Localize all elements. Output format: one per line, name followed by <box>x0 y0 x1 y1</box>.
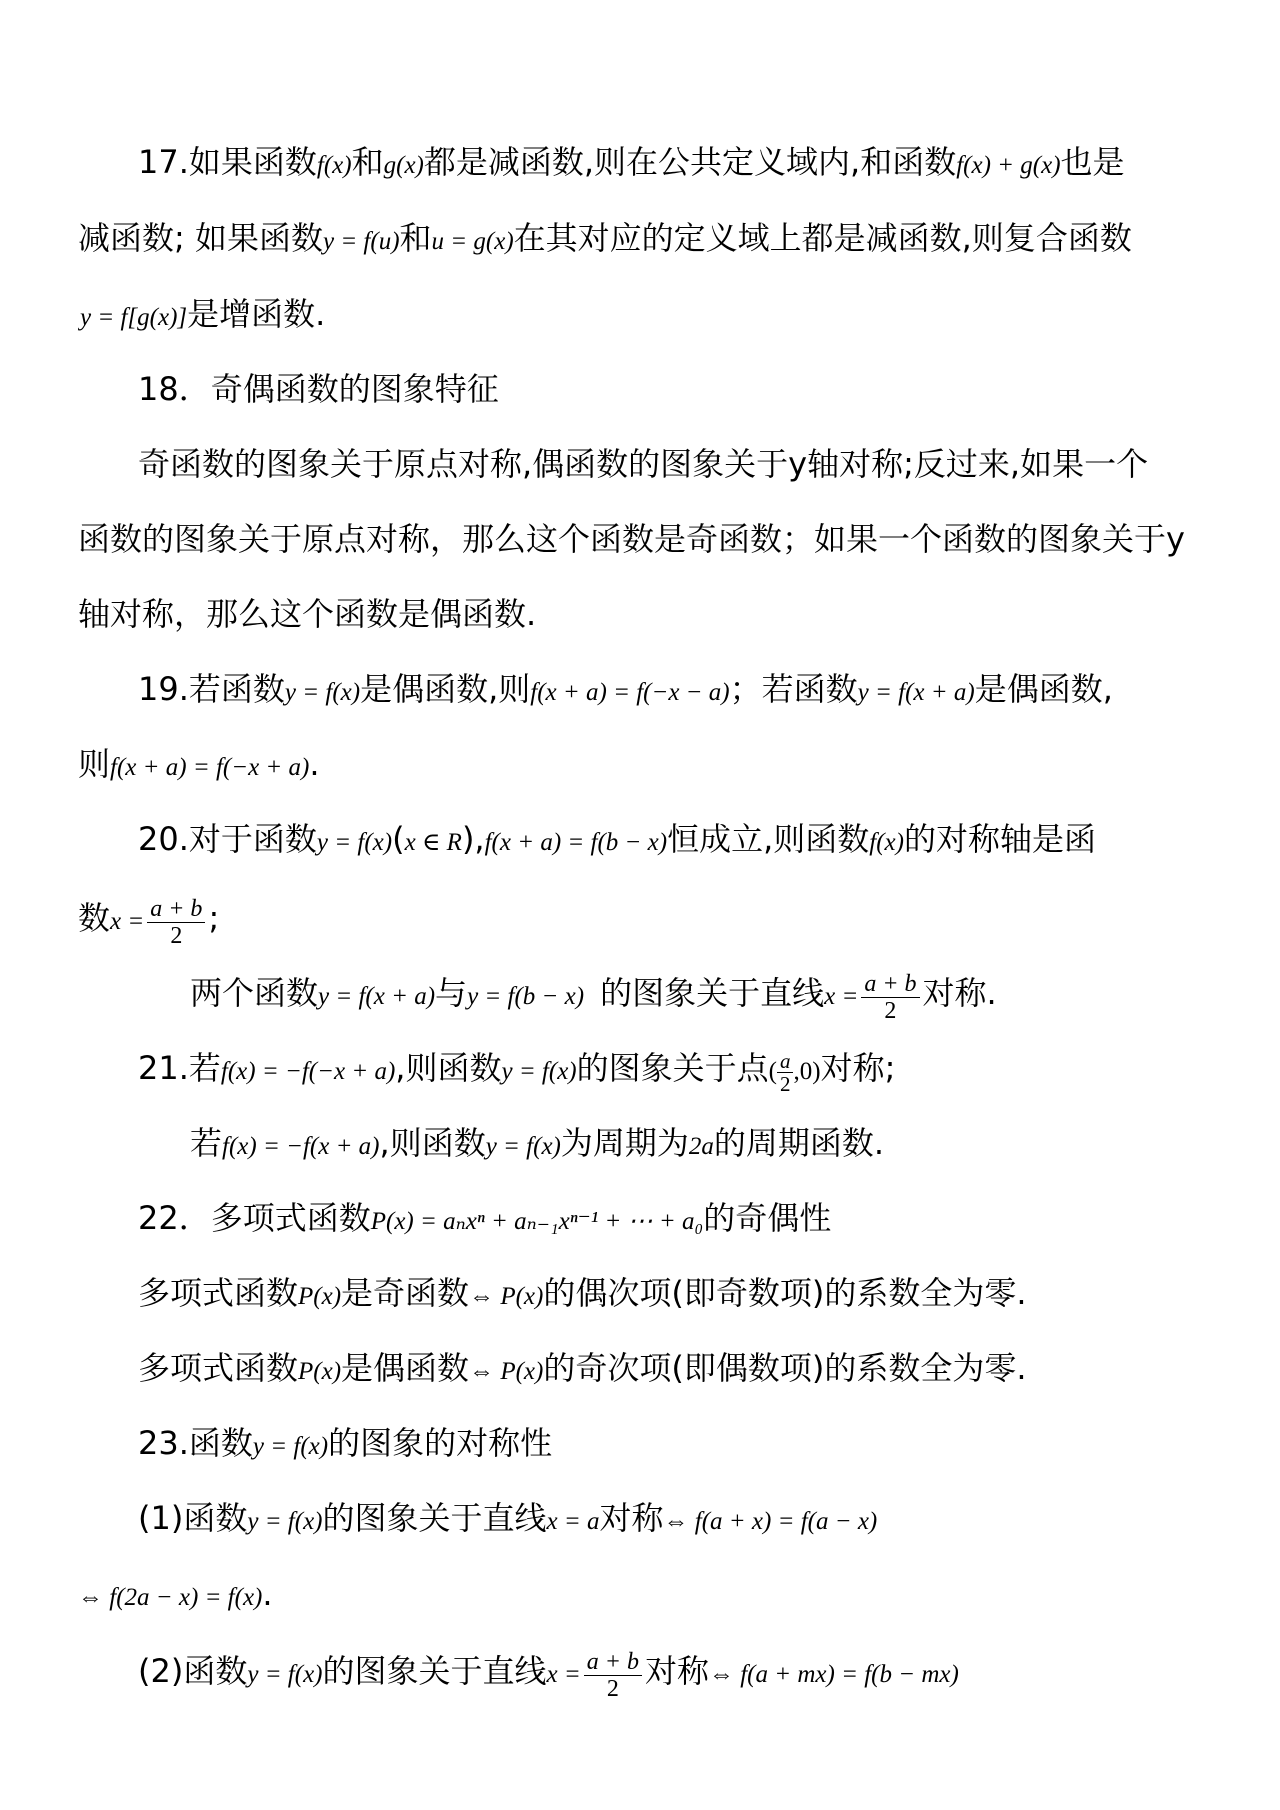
text: 轴对称，那么这个函数是偶函数. <box>78 595 537 633</box>
item-21-line-2 <box>190 1123 884 1167</box>
item-22-title <box>138 1198 831 1242</box>
fraction-numerator: a + b <box>147 896 205 923</box>
section-heading: 18．奇偶函数的图象特征 <box>138 370 499 408</box>
text: 和 <box>351 143 384 181</box>
math: y = f(x) <box>247 1661 323 1688</box>
text: 对称 <box>644 1652 709 1690</box>
math: g(x) <box>383 152 424 179</box>
math: ⇔ f(a + mx) = f(b − mx) <box>708 1661 959 1688</box>
math: u = g(x) <box>431 228 514 255</box>
item-18-line-2 <box>78 519 1185 559</box>
item-19-line-1 <box>138 669 1113 713</box>
text: 若 <box>190 1124 223 1162</box>
fraction <box>584 1648 642 1702</box>
math: y = f(x) <box>247 1508 323 1535</box>
math: y = f[g(x)] <box>80 304 188 331</box>
text: (2)函数 <box>138 1652 248 1690</box>
item-19-line-2 <box>78 744 320 788</box>
text: 是奇函数 <box>341 1274 470 1312</box>
text: 数 <box>78 899 111 937</box>
math: y = f(b − x) <box>467 983 585 1010</box>
item-18-line-3 <box>78 594 536 634</box>
text: 减函数; 如果函数 <box>78 219 323 257</box>
fraction <box>147 895 205 949</box>
math: y = f(u) <box>322 228 400 255</box>
item-20-line-1 <box>138 819 1096 863</box>
math: x = <box>546 1661 581 1688</box>
text: 是偶函数, <box>974 670 1113 708</box>
text: 奇函数的图象关于原点对称,偶函数的图象关于y轴对称;反过来,如果一个 <box>138 445 1149 483</box>
item-23-line-2 <box>78 1574 273 1618</box>
fraction-denominator: 2 <box>170 922 183 949</box>
math: f(x + a) = f(−x − a) <box>530 679 730 706</box>
fraction-denominator: 2 <box>884 997 897 1024</box>
text: 的对称轴是函 <box>903 820 1096 858</box>
text: 都是减函数,则在公共定义域内,和函数 <box>423 143 957 181</box>
text: 与 <box>435 974 468 1012</box>
item-20-line-2 <box>78 895 220 949</box>
fraction-numerator: a <box>777 1050 794 1073</box>
text: 也是 <box>1060 143 1125 181</box>
math: y = f(x + a) <box>318 983 436 1010</box>
text: 则 <box>78 745 111 783</box>
math: y = f(x) <box>485 1133 561 1160</box>
text: 的偶次项(即奇数项)的系数全为零. <box>543 1274 1027 1312</box>
item-23-line-1 <box>138 1498 877 1542</box>
text: 的奇偶性 <box>703 1199 832 1237</box>
text: 20.对于函数 <box>138 820 317 858</box>
math: ⇔ f(a + x) = f(a − x) <box>663 1508 878 1535</box>
text: 函数的图象关于原点对称，那么这个函数是奇函数；如果一个函数的图象关于y <box>78 520 1185 558</box>
text: 的图象的对称性 <box>328 1424 553 1462</box>
text: . <box>309 745 320 783</box>
fraction-denominator: 2 <box>606 1675 619 1702</box>
text: 的图象关于直线 <box>322 1652 547 1690</box>
text: 两个函数 <box>190 974 319 1012</box>
text: 对称. <box>922 974 997 1012</box>
text: 17.如果函数 <box>138 143 317 181</box>
math: f(x) = −f(−x + a) <box>220 1058 396 1085</box>
item-18-title <box>138 369 499 409</box>
text: 是偶函数 <box>341 1349 470 1387</box>
math: 2a <box>688 1133 714 1160</box>
text: 的图象关于直线 <box>322 1499 547 1537</box>
fraction <box>861 970 919 1024</box>
math: y = f(x) <box>501 1058 577 1085</box>
fraction <box>777 1048 794 1096</box>
text: ; <box>208 899 220 937</box>
math: ,0) <box>793 1058 821 1085</box>
math: f(x) <box>869 829 904 856</box>
item-23-line-3 <box>138 1648 959 1702</box>
text: 恒成立,则函数 <box>667 820 870 858</box>
item-18-line-1 <box>138 444 1148 484</box>
text: 对称; <box>820 1049 896 1087</box>
text: 对称 <box>599 1499 664 1537</box>
math: x = a <box>546 1508 600 1535</box>
fraction-numerator: a + b <box>584 1649 642 1676</box>
math: f(x) + g(x) <box>956 152 1061 179</box>
item-17-line-1 <box>138 142 1125 186</box>
math: x ∈ R <box>404 829 462 856</box>
text: 多项式函数 <box>138 1274 299 1312</box>
text: 是偶函数,则 <box>360 670 531 708</box>
text: 21.若 <box>138 1049 221 1087</box>
text: 的图象关于点 <box>576 1049 769 1087</box>
item-23-title <box>138 1423 552 1467</box>
text: 和 <box>399 219 432 257</box>
text: 在其对应的定义域上都是减函数,则复合函数 <box>513 219 1132 257</box>
item-22-line-1 <box>138 1273 1027 1317</box>
text: 多项式函数 <box>138 1349 299 1387</box>
math: ⇔ P(x) <box>469 1358 544 1385</box>
text: ,则函数 <box>395 1049 502 1087</box>
math: x = <box>824 983 859 1010</box>
math: P(x) = aₙxⁿ + aₙ₋₁xⁿ⁻¹ + ⋯ + a₀ <box>370 1208 704 1235</box>
text: (1)函数 <box>138 1499 248 1537</box>
fraction-denominator: 2 <box>779 1071 791 1096</box>
math: y = f(x + a) <box>857 679 975 706</box>
text: 的周期函数. <box>713 1124 885 1162</box>
math: y = f(x) <box>252 1433 329 1460</box>
section-heading: 22．多项式函数 <box>138 1199 371 1237</box>
text: ,则函数 <box>379 1124 486 1162</box>
math: ⇔ f(2a − x) = f(x) <box>78 1584 263 1611</box>
math: y = f(x) <box>284 679 361 706</box>
math: f(x + a) = f(−x + a) <box>110 754 310 781</box>
text: 19.若函数 <box>138 670 285 708</box>
text: 的奇次项(即偶数项)的系数全为零. <box>543 1349 1027 1387</box>
text: 是增函数. <box>187 295 326 333</box>
math: f(x + a) = f(b − x) <box>484 829 668 856</box>
math: y = f(x) <box>316 829 393 856</box>
text: 的图象关于直线 <box>600 974 825 1012</box>
item-22-line-2 <box>138 1348 1027 1392</box>
item-17-line-3 <box>80 294 325 338</box>
math: ⇔ P(x) <box>469 1283 544 1310</box>
text: ), <box>461 820 485 858</box>
text: 为周期为 <box>560 1124 689 1162</box>
math: f(x) = −f(x + a) <box>222 1133 380 1160</box>
math: x = <box>110 908 145 935</box>
item-17-line-2 <box>78 218 1132 262</box>
text: ( <box>392 820 405 858</box>
text: ；若函数 <box>729 670 858 708</box>
fraction-numerator: a + b <box>861 971 919 998</box>
text: . <box>262 1575 273 1613</box>
item-20-line-3 <box>190 970 997 1024</box>
math: f(x) <box>316 152 352 179</box>
math: P(x) <box>298 1283 342 1310</box>
math: ( <box>768 1058 777 1085</box>
math: P(x) <box>298 1358 342 1385</box>
item-21-line-1 <box>138 1048 896 1096</box>
section-heading: 23.函数 <box>138 1424 253 1462</box>
